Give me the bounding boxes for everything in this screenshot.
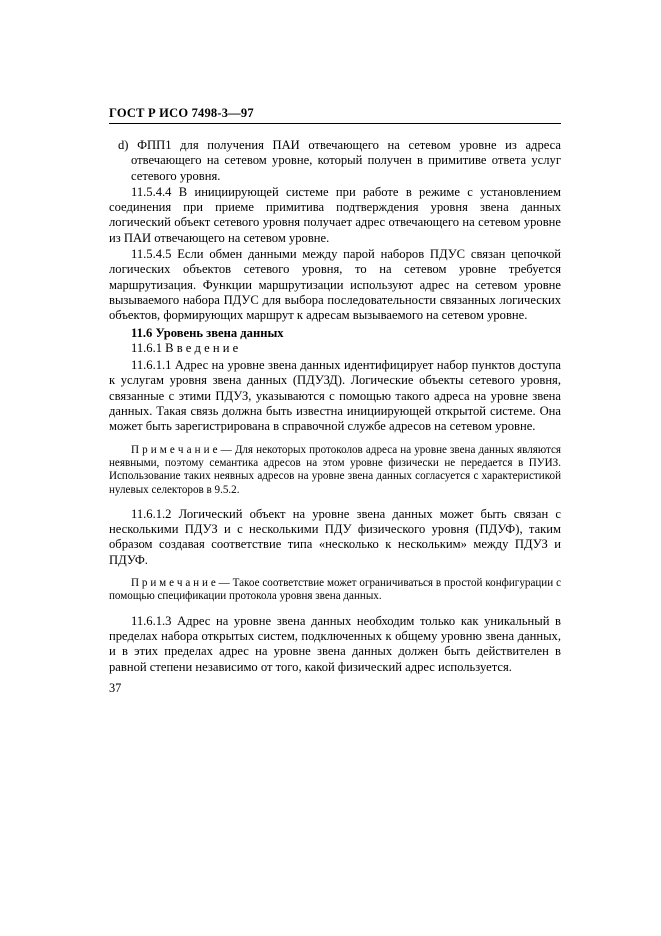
document-body — [109, 138, 561, 675]
list-item: d) ФПП1 для получения ПАИ отвечающего на сетевом уровне из адреса отвечающего на сетевом уровне, который получен в примитиве ответа услуг сетевого уровня. — [118, 138, 561, 183]
note-block: П р и м е ч а н и е — Для некоторых протоколов адреса на уровне звена данных являются неявными, поэтому семантика адресов на этом уровне физически не передается в ПУИЗ. Использование таких неявных адресов на уровне звена данных согласуется с характеристикой нулевых селекторов в 9.5.2. — [109, 443, 561, 496]
page-number: 37 — [109, 681, 122, 695]
section-heading-11-6: 11.6 Уровень звена данных — [131, 325, 284, 340]
paragraph-11-5-4-5: 11.5.4.5 Если обмен данными между парой наборов ПДУС связан цепочкой логических объектов сетевого уровня, то на сетевом уровне требуется маршрутизация. Функции маршрутизации используют адрес на сетевом уровне вызываемого набора ПДУС для выбора последовательности связанных логических объектов, формирующих маршрут к адресам вызываемого на сетевом уровне. — [109, 247, 561, 323]
paragraph-11-5-4-4: 11.5.4.4 В инициирующей системе при работе в режиме с установлением соединения при приеме примитива подтверждения уровня звена данных логический объект сетевого уровня получает адрес отвечающего на сетевом уровне из ПАИ отвечающего на сетевом уровне. — [109, 184, 561, 245]
page-header — [109, 106, 561, 124]
note-block: П р и м е ч а н и е — Такое соответствие может ограничиваться в простой конфигурации с помощью спецификации протокола уровня звена данных. — [109, 577, 561, 603]
paragraph-11-6-1-1: 11.6.1.1 Адрес на уровне звена данных идентифицирует набор пунктов доступа к услугам уровня звена данных (ПДУЗД). Логические объекты сетевого уровня, связанные с этими ПДУЗ, указываются с помощью такого адреса на уровне звена данных. Такая связь должна быть известна инициирующей открытой системе. Она может быть зарегистрирована в справочной службе адресов на сетевом уровне. — [109, 358, 561, 434]
paragraph-11-6-1-2: 11.6.1.2 Логический объект на уровне звена данных может быть связан с несколькими ПДУЗ и с несколькими ПДУ физического уровня (ПДУФ), таким образом создавая соответствие типа «несколько к нескольким» между ПДУЗ и ПДУФ. — [109, 506, 561, 567]
header-divider — [109, 123, 561, 124]
paragraph-11-6-1-3: 11.6.1.3 Адрес на уровне звена данных необходим только как уникальный в пределах набора открытых систем, подключенных к общему уровню звена данных, и в этих пределах адрес на уровне звена данных должен быть действителен в равной степени независимо от того, какой физический адрес используется. — [109, 613, 561, 674]
standard-designation: ГОСТ Р ИСО 7498-3—97 — [109, 106, 254, 120]
subsection-heading-11-6-1: 11.6.1 В в е д е н и е — [131, 340, 239, 355]
